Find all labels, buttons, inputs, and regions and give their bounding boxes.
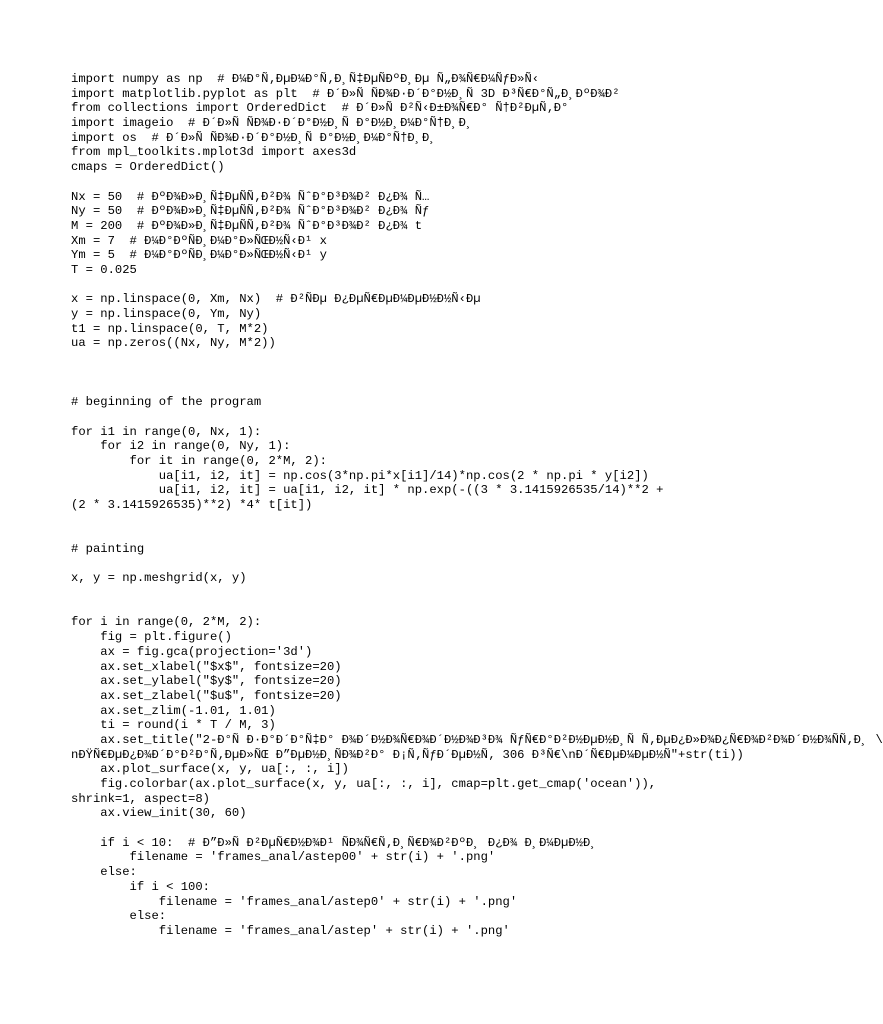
code-line: # painting — [71, 542, 145, 556]
code-line: x, y = np.meshgrid(x, y) — [71, 571, 247, 586]
code-line: for i2 in range(0, Ny, 1): — [71, 439, 291, 454]
code-line: ax.set_ylabel("$y$", fontsize=20) — [71, 674, 342, 689]
code-line: ax.set_zlim(-1.01, 1.01) — [71, 703, 276, 718]
code-line: y = np.linspace(0, Ym, Ny) — [71, 307, 262, 321]
code-line: fig.colorbar(ax.plot_surface(x, y, ua[:, :, i], cmap=plt.get_cmap('ocean')), — [71, 777, 657, 791]
code-line: ax = fig.gca(projection='3d') — [71, 644, 313, 659]
code-line: cmaps = OrderedDict() — [71, 160, 225, 175]
code-line: import matplotlib.pyplot as plt # Ð´Ð»Ñ ÑÐ¾Ð·Ð´Ð°Ð½Ð¸Ñ 3D Ð³Ñ€Ð°Ñ„Ð¸ÐºÐ¾Ð² — [71, 86, 620, 101]
code-line: Xm = 7 # Ð¼Ð°ÐºÑÐ¸Ð¼Ð°Ð»ÑŒÐ½Ñ‹Ð¹ x — [71, 233, 327, 248]
code-line: shrink=1, aspect=8) — [71, 791, 210, 806]
code-line: ax.set_title("2-Ð°Ñ Ð·Ð°Ð´Ð°Ñ‡Ð° Ð¾Ð´Ð½Ð¾Ñ€Ð¾Ð´Ð½Ð¾Ð³Ð¾ ÑƒÑ€Ð°Ð²Ð½ÐµÐ½Ð¸Ñ Ñ‚ÐµÐ¿Ð»Ð¾Ð¿Ñ€Ð¾Ð²Ð¾Ð´Ð½Ð¾ÑÑ‚Ð¸ \ — [71, 732, 883, 747]
code-line: Ny = 50 # ÐºÐ¾Ð»Ð¸Ñ‡ÐµÑÑ‚Ð²Ð¾ ÑˆÐ°Ð³Ð¾Ð² Ð¿Ð¾ Ñƒ — [71, 204, 430, 219]
code-line: if i < 100: — [71, 879, 210, 894]
code-line: for i in range(0, 2*M, 2): — [71, 615, 262, 630]
code-line — [71, 557, 751, 572]
code-line — [71, 175, 751, 190]
code-line: for i1 in range(0, Nx, 1): — [71, 424, 262, 439]
code-line: import os # Ð´Ð»Ñ ÑÐ¾Ð·Ð´Ð°Ð½Ð¸Ñ Ð°Ð½Ð¸Ð¼Ð°Ñ†Ð¸Ð¸ — [71, 130, 437, 145]
code-line — [71, 351, 751, 366]
code-line: fig = plt.figure() — [71, 630, 232, 645]
code-line: ax.view_init(30, 60) — [71, 806, 247, 821]
code-line: nÐŸÑ€ÐµÐ¿Ð¾Ð´Ð°Ð²Ð°Ñ‚ÐµÐ»ÑŒ Ð”ÐµÐ½Ð¸ÑÐ¾Ð²Ð° Ð¡Ñ‚ÑƒÐ´ÐµÐ½Ñ‚ 306 Ð³Ñ€\nÐ´Ñ€ÐµÐ¼ÐµÐ½Ñ"+str(ti)) — [71, 747, 744, 762]
code-line: ax.set_xlabel("$x$", fontsize=20) — [71, 659, 342, 674]
code-line — [71, 410, 751, 425]
code-line: if i < 10: # Ð”Ð»Ñ Ð²ÐµÑ€Ð½Ð¾Ð¹ ÑÐ¾Ñ€Ñ‚Ð¸Ñ€Ð¾Ð²ÐºÐ¸ Ð¿Ð¾ Ð¸Ð¼ÐµÐ½Ð¸ — [71, 835, 598, 850]
code-line: from mpl_toolkits.mplot3d import axes3d — [71, 145, 357, 160]
code-line: (2 * 3.1415926535)**2) *4* t[it]) — [71, 497, 313, 512]
code-line: from collections import OrderedDict # Ð´Ð»Ñ Ð²Ñ‹Ð±Ð¾Ñ€Ð° Ñ†Ð²ÐµÑ‚Ð° — [71, 101, 569, 116]
code-line — [71, 278, 751, 293]
code-line — [71, 821, 751, 836]
code-line: M = 200 # ÐºÐ¾Ð»Ð¸Ñ‡ÐµÑÑ‚Ð²Ð¾ ÑˆÐ°Ð³Ð¾Ð² Ð¿Ð¾ t — [71, 218, 423, 233]
code-line: filename = 'frames_anal/astep00' + str(i) + '.png' — [71, 850, 496, 865]
code-line: import imageio # Ð´Ð»Ñ ÑÐ¾Ð·Ð´Ð°Ð½Ð¸Ñ Ð°Ð½Ð¸Ð¼Ð°Ñ†Ð¸Ð¸ — [71, 116, 474, 131]
code-line: # beginning of the program — [71, 395, 262, 410]
code-line: ti = round(i * T / M, 3) — [71, 718, 276, 733]
code-line: x = np.linspace(0, Xm, Nx) # Ð²ÑÐµ Ð¿ÐµÑ€ÐµÐ¼ÐµÐ½Ð½Ñ‹Ðµ — [71, 292, 481, 307]
code-line: ax.plot_surface(x, y, ua[:, :, i]) — [71, 762, 349, 777]
code-line: filename = 'frames_anal/astep' + str(i) + '.png' — [71, 923, 510, 938]
code-line: Ym = 5 # Ð¼Ð°ÐºÑÐ¸Ð¼Ð°Ð»ÑŒÐ½Ñ‹Ð¹ y — [71, 248, 327, 263]
code-line: ua[i1, i2, it] = ua[i1, i2, it] * np.exp(-((3 * 3.1415926535/14)**2 + — [71, 483, 664, 498]
code-line: filename = 'frames_anal/astep0' + str(i) + '.png' — [71, 894, 518, 909]
code-listing — [71, 72, 883, 939]
code-line — [71, 513, 751, 528]
code-line — [71, 366, 751, 381]
code-line — [71, 527, 751, 542]
code-line: t1 = np.linspace(0, T, M*2) — [71, 321, 269, 336]
code-line — [71, 586, 751, 601]
code-line: import numpy as np # Ð¼Ð°Ñ‚ÐµÐ¼Ð°Ñ‚Ð¸Ñ‡ÐµÑÐºÐ¸Ðµ Ñ„Ð¾Ñ€Ð¼ÑƒÐ»Ñ‹ — [71, 72, 540, 86]
code-line: else: — [71, 909, 167, 924]
code-line — [71, 601, 751, 616]
code-line: for it in range(0, 2*M, 2): — [71, 453, 327, 468]
code-line: ua[i1, i2, it] = np.cos(3*np.pi*x[i1]/14)*np.cos(2 * np.pi * y[i2]) — [71, 468, 649, 483]
code-line: T = 0.025 — [71, 262, 137, 277]
code-line: else: — [71, 865, 137, 880]
code-line — [71, 380, 751, 395]
code-line: ua = np.zeros((Nx, Ny, M*2)) — [71, 336, 276, 351]
code-line: Nx = 50 # ÐºÐ¾Ð»Ð¸Ñ‡ÐµÑÑ‚Ð²Ð¾ ÑˆÐ°Ð³Ð¾Ð² Ð¿Ð¾ Ñ… — [71, 189, 430, 204]
code-line: ax.set_zlabel("$u$", fontsize=20) — [71, 688, 342, 703]
